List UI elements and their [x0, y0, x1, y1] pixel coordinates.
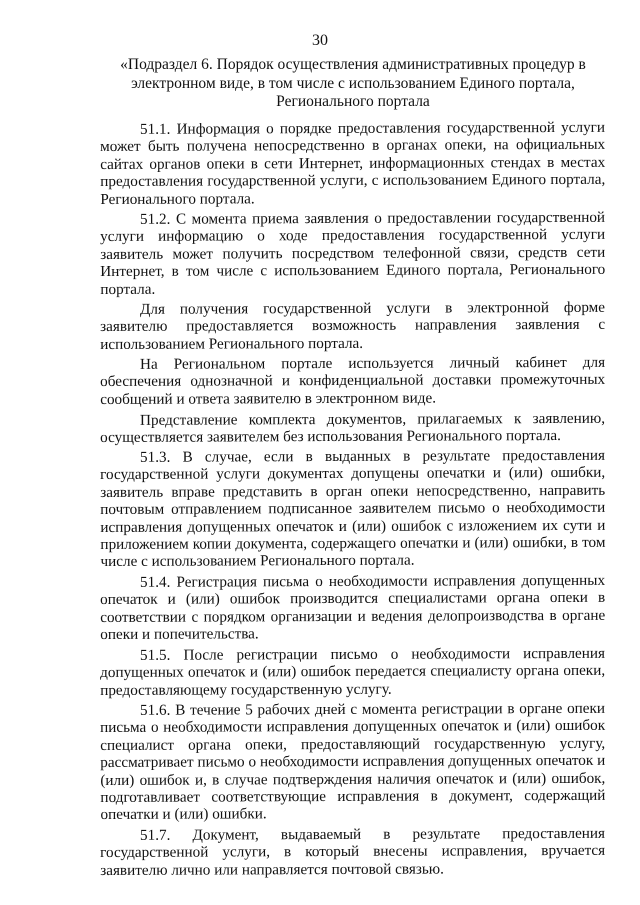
paragraph-51-5: 51.5. После регистрации письмо о необходимости исправления допущенных опечаток и (или) ошибок передается специалисту органа опеки, предоставляющему государственную услугу.	[100, 644, 606, 699]
paragraph-51-3: 51.3. В случае, если в выданных в результате предоставления государственной услуги документах допущены опечатки и (или) ошибки, заявитель вправе представить в орган опеки непосредственно, направить почтовым отправлением подписанное заявителем письмо о необходимости исправления допущенных опечаток и (или) ошибок с изложением их сути и приложением копии документа, содержащего опечатки и (или) ошибки, в том числе с использованием Регионального портала.	[100, 447, 606, 571]
paragraph-51-6: 51.6. В течение 5 рабочих дней с момента регистрации в органе опеки письма о необходимости исправления допущенных опечаток и (или) ошибок специалист органа опеки, предоставляющий государственную услугу, рассматривает письмо о необходимости исправления допущенных опечаток и (или) ошибок и, в случае подтверждения наличия опечаток и (или) ошибок, подготавливает соответствующие исправления в документ, содержащий опечатки и (или) ошибки.	[100, 699, 606, 824]
page-number: 30	[312, 32, 328, 49]
paragraph-51-2: 51.2. С момента приема заявления о предоставлении государственной услуги информацию о ходе предоставления государственной услуги заявитель может получить посредством телефонной связи, средств сети Интернет, в том числе с использованием Единого портала, Регионального портала.	[100, 208, 606, 298]
paragraph-51-7: 51.7. Документ, выдаваемый в результате предоставления государственной услуги, в который внесены исправления, вручается заявителю лично или направляется почтовой связью.	[100, 824, 606, 879]
paragraph-51-4: 51.4. Регистрация письма о необходимости исправления допущенных опечаток и (или) ошибок производится специалистами органа опеки в соответствии с порядком организации и ведения делопроизводства в органе опеки и попечительства.	[100, 571, 606, 644]
paragraph-documents-submission: Представление комплекта документов, прилагаемых к заявлению, осуществляется заявителем без использования Регионального портала.	[100, 409, 606, 446]
paragraph-51-1: 51.1. Информация о порядке предоставления государственной услуги может быть получена непосредственно в органах опеки, на официальных сайтах органов опеки в сети Интернет, информационных стендах в местах предоставления государственной услуги, с использованием Единого портала, Регионального портала.	[100, 118, 606, 208]
section-heading: «Подраздел 6. Порядок осуществления административных процедур в электронном виде, в том числе с использованием Единого портала, Регионального портала	[120, 56, 586, 110]
paragraph-personal-cabinet: На Региональном портале используется личный кабинет для обеспечения однозначной и конфиденциальной доставки промежуточных сообщений и ответа заявителю в электронном виде.	[100, 354, 606, 409]
document-body	[100, 118, 606, 882]
paragraph-electronic-form: Для получения государственной услуги в электронной форме заявителю предоставляется возможность направления заявления с использованием Регионального портала.	[100, 298, 606, 353]
